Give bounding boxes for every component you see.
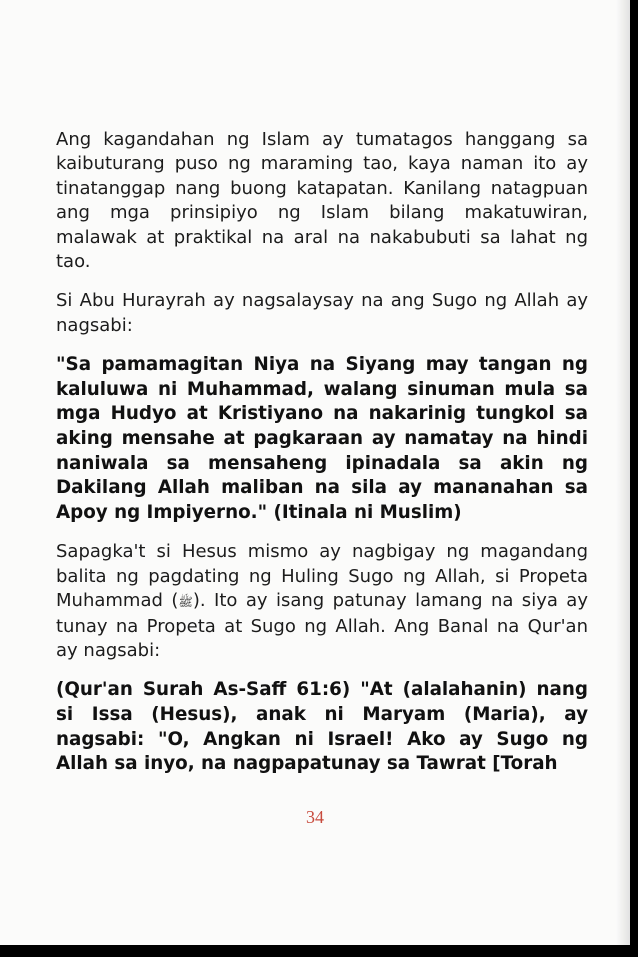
hadith-quote: "Sa pamamagitan Niya na Siyang may tangan ng kaluluwa ni Muhammad, walang sinuman mula sa mga Hudyo at Kristiyano na nakarinig tungkol sa aking mensahe at pagkaraan ay namatay na hindi naniwala sa mensaheng ipinadala sa akin ng Dakilang Allah maliban na sila ay mananahan sa Apoy ng Impiyerno." (Itinala ni Muslim) [56,354,588,523]
paragraph-jesus-glad-tidings [56,540,588,663]
paragraph-jesus-text-end: ). Ito ay isang patunay lamang na siya ay tunay na Propeta at Sugo ng Allah. Ang Banal na Qur'an ay nagsabi: [56,590,588,662]
page-number: 34 [306,807,324,827]
paragraph-abu-hurayrah: Si Abu Hurayrah ay nagsalaysay na ang Sugo ng Allah ay nagsabi: [56,290,588,336]
paragraph-jesus-text-start: Sapagka't si Hesus mismo ay nagbigay ng magandang balita ng pagdating ng Huling Sugo ng Allah, si Propeta Muhammad ( [56,541,588,612]
paragraph-beauty-of-islam: Ang kagandahan ng Islam ay tumatagos hanggang sa kaibuturang puso ng maraming tao, kaya naman ito ay tinatanggap nang buong katapatan. Kanilang natagpuan ang mga prinsipiyo ng Islam bilang makatuwiran, malawak at praktikal na aral na nakabubuti sa lahat ng tao. [56,129,588,273]
page-body [56,128,588,792]
quran-quote: (Qur'an Surah As-Saff 61:6) "At (alalahanin) nang si Issa (Hesus), anak ni Maryam (Maria), ay nagsabi: "O, Angkan ni Israel! Ako ay Sugo ng Allah sa inyo, na nagpapatunay sa Tawrat [Torah [56,679,588,775]
salutation-symbol: ﷺ [178,595,193,610]
